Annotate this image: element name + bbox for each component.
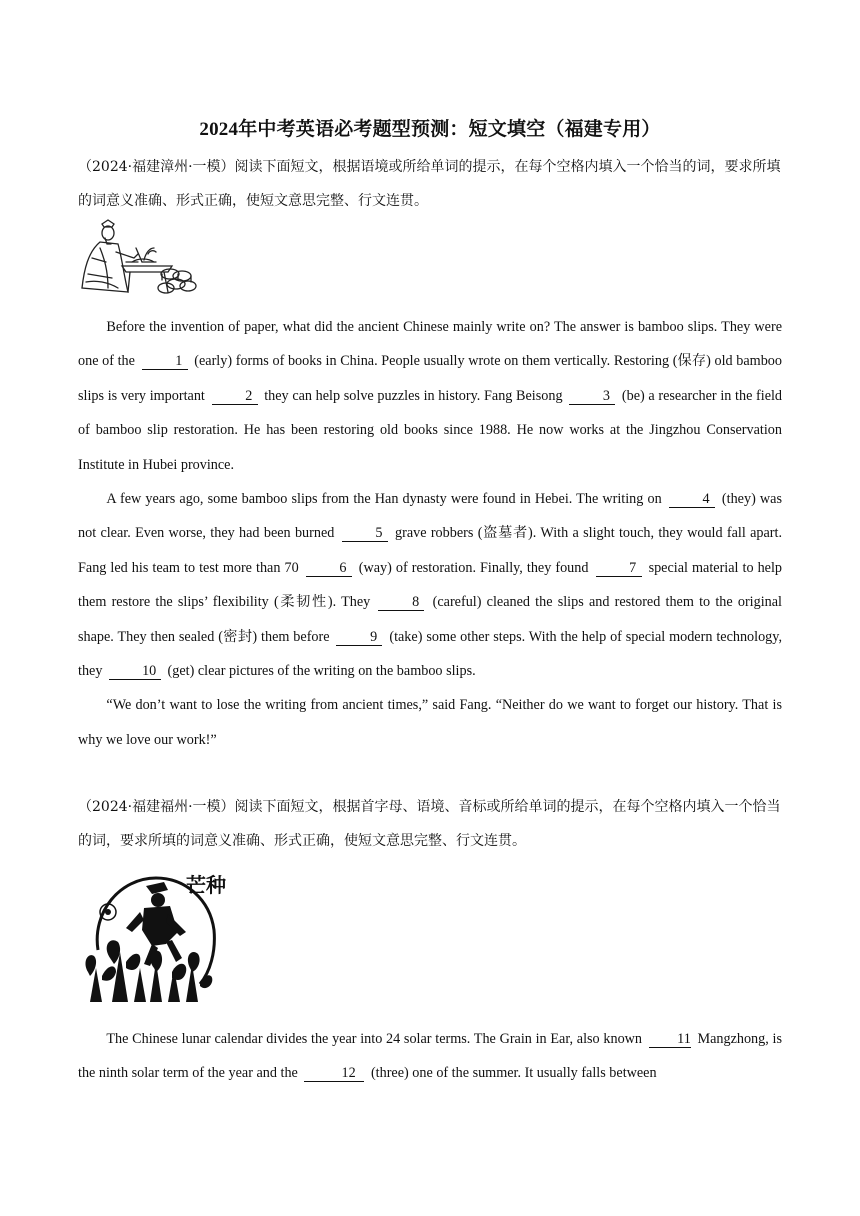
blank-4[interactable]: 4	[669, 491, 715, 508]
text: (be) a researcher in the field of bamboo slip restoration. He has been restoring old books since 1988. He now works at the Jingzhou Conservation Institute in Hubei province.	[78, 387, 783, 473]
blank-2[interactable]: 2	[212, 388, 258, 405]
text: The Chinese lunar calendar divides the year into 24 solar terms. The Grain in Ear, also known	[106, 1031, 642, 1047]
text: (early) forms of books in China. People usually wrote on them vertically. Restoring (保存) old bamboo slips is very important	[78, 353, 782, 404]
blank-5[interactable]: 5	[342, 525, 388, 542]
section2-passage	[78, 1022, 782, 1091]
illustration-caption: 芒种	[186, 873, 226, 897]
text: (careful) cleaned the slips and restored them to the original shape. They then sealed (密封) them before	[78, 594, 782, 645]
blank-8[interactable]: 8	[378, 594, 424, 611]
blank-7[interactable]: 7	[596, 560, 642, 577]
section2-instruction: （2024·福建福州·一模）阅读下面短文，根据首字母、语境、音标或所给单词的提示，在每个空格内填入一个恰当的词，要求所填的词意义准确、形式正确，使短文意思完整、行文连贯。	[78, 799, 781, 849]
text: Before the invention of paper, what did the ancient Chinese mainly write on? The answer is bamboo slips. They were one of the	[78, 319, 782, 370]
paragraph-3: “We don’t want to lose the writing from ancient times,” said Fang. “Neither do we want to forget our history. That is why we love our work!”	[78, 697, 782, 748]
text: (way) of restoration. Finally, they found	[358, 559, 589, 576]
text: (get) clear pictures of the writing on the bamboo slips.	[167, 663, 476, 680]
text: grave robbers (盗墓者). With a slight touch, they would fall apart. Fang led his team to test more than 70	[78, 525, 783, 576]
text: (they) was not clear. Even worse, they had been burned	[78, 491, 782, 542]
paragraph-1	[78, 310, 782, 482]
section1-instruction: （2024·福建漳州·一模）阅读下面短文，根据语境或所给单词的提示，在每个空格内填入一个恰当的词，要求所填的词意义准确、形式正确，使短文意思完整、行文连贯。	[78, 159, 781, 209]
section1-passage	[78, 310, 782, 757]
blank-9[interactable]: 9	[336, 629, 382, 646]
blank-11[interactable]: 11	[649, 1031, 691, 1048]
text: they can help solve puzzles in history. Fang Beisong	[264, 387, 563, 404]
paragraph-2	[78, 482, 782, 688]
blank-10[interactable]: 10	[109, 663, 161, 680]
text: Mangzhong, is the ninth solar term of the year and the	[78, 1031, 782, 1082]
text: (take) some other steps. With the help of special modern technology, they	[78, 628, 782, 680]
blank-12[interactable]: 12	[304, 1065, 364, 1082]
paragraph-1	[78, 1022, 782, 1091]
page-title: 2024年中考英语必考题型预测：短文填空（福建专用）	[199, 119, 661, 140]
text: (three) one of the summer. It usually falls between	[370, 1065, 657, 1082]
text: special material to help them restore the slips’ flexibility (柔韧性). They	[78, 559, 783, 611]
text: A few years ago, some bamboo slips from the Han dynasty were found in Hebei. The writing on	[106, 491, 662, 508]
scholar-writing-illustration	[78, 218, 200, 302]
blank-6[interactable]: 6	[306, 560, 352, 577]
blank-3[interactable]: 3	[569, 388, 615, 405]
grain-in-ear-illustration	[82, 872, 226, 1004]
blank-1[interactable]: 1	[142, 353, 188, 370]
